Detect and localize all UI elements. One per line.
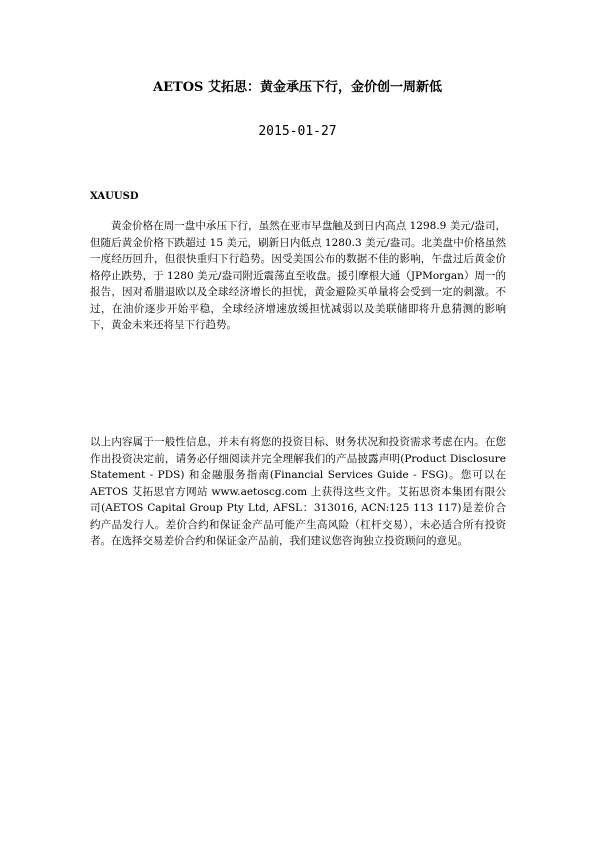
- disclaimer-text: 以上内容属于一般性信息，并未有将您的投资目标、财务状况和投资需求考虑在内。在您作出投资决定前，请务必仔细阅读并完全理解我们的产品披露声明(Product Disclosure Statement - PDS) 和金融服务指南(Financial Services Guide - FSG)。您可以在 AETOS 艾拓思官方网站 www.aetoscg.com 上获得这些文件。艾拓思资本集团有限公司(AETOS Capital Group Pty Ltd, AFSL：313016, ACN:125 113 117)是差价合约产品发行人。差价合约和保证金产品可能产生高风险（杠杆交易），未必适合所有投资者。在选择交易差价合约和保证金产品前，我们建议您咨询独立投资顾问的意见。: [90, 436, 506, 547]
- instrument-symbol: XAUUSD: [90, 191, 139, 202]
- document-title: AETOS 艾拓思：黄金承压下行，金价创一周新低: [153, 80, 442, 95]
- article-body: 黄金价格在周一盘中承压下行，虽然在亚市早盘触及到日内高点 1298.9 美元/盎司，但随后黄金价格下跌超过 15 美元，刷新日内低点 1280.3 美元/盎司。北美盘中价格虽然一度经历回升，但很快重归下行趋势。因受美国公布的数据不佳的影响，午盘过后黄金价格停止跌势，于 1280 美元/盎司附近震荡直至收盘。援引摩根大通（JPMorgan）周一的报告，因对希腊退欧以及全球经济增长的担忧，黄金避险买单量将会受到一定的刺激。不过，在油价逐步开始平稳，全球经济增速放缓担忧减弱以及美联储即将升息猜测的影响下，黄金未来还将呈下行趋势。: [90, 220, 506, 331]
- document-date: 2015-01-27: [258, 124, 337, 139]
